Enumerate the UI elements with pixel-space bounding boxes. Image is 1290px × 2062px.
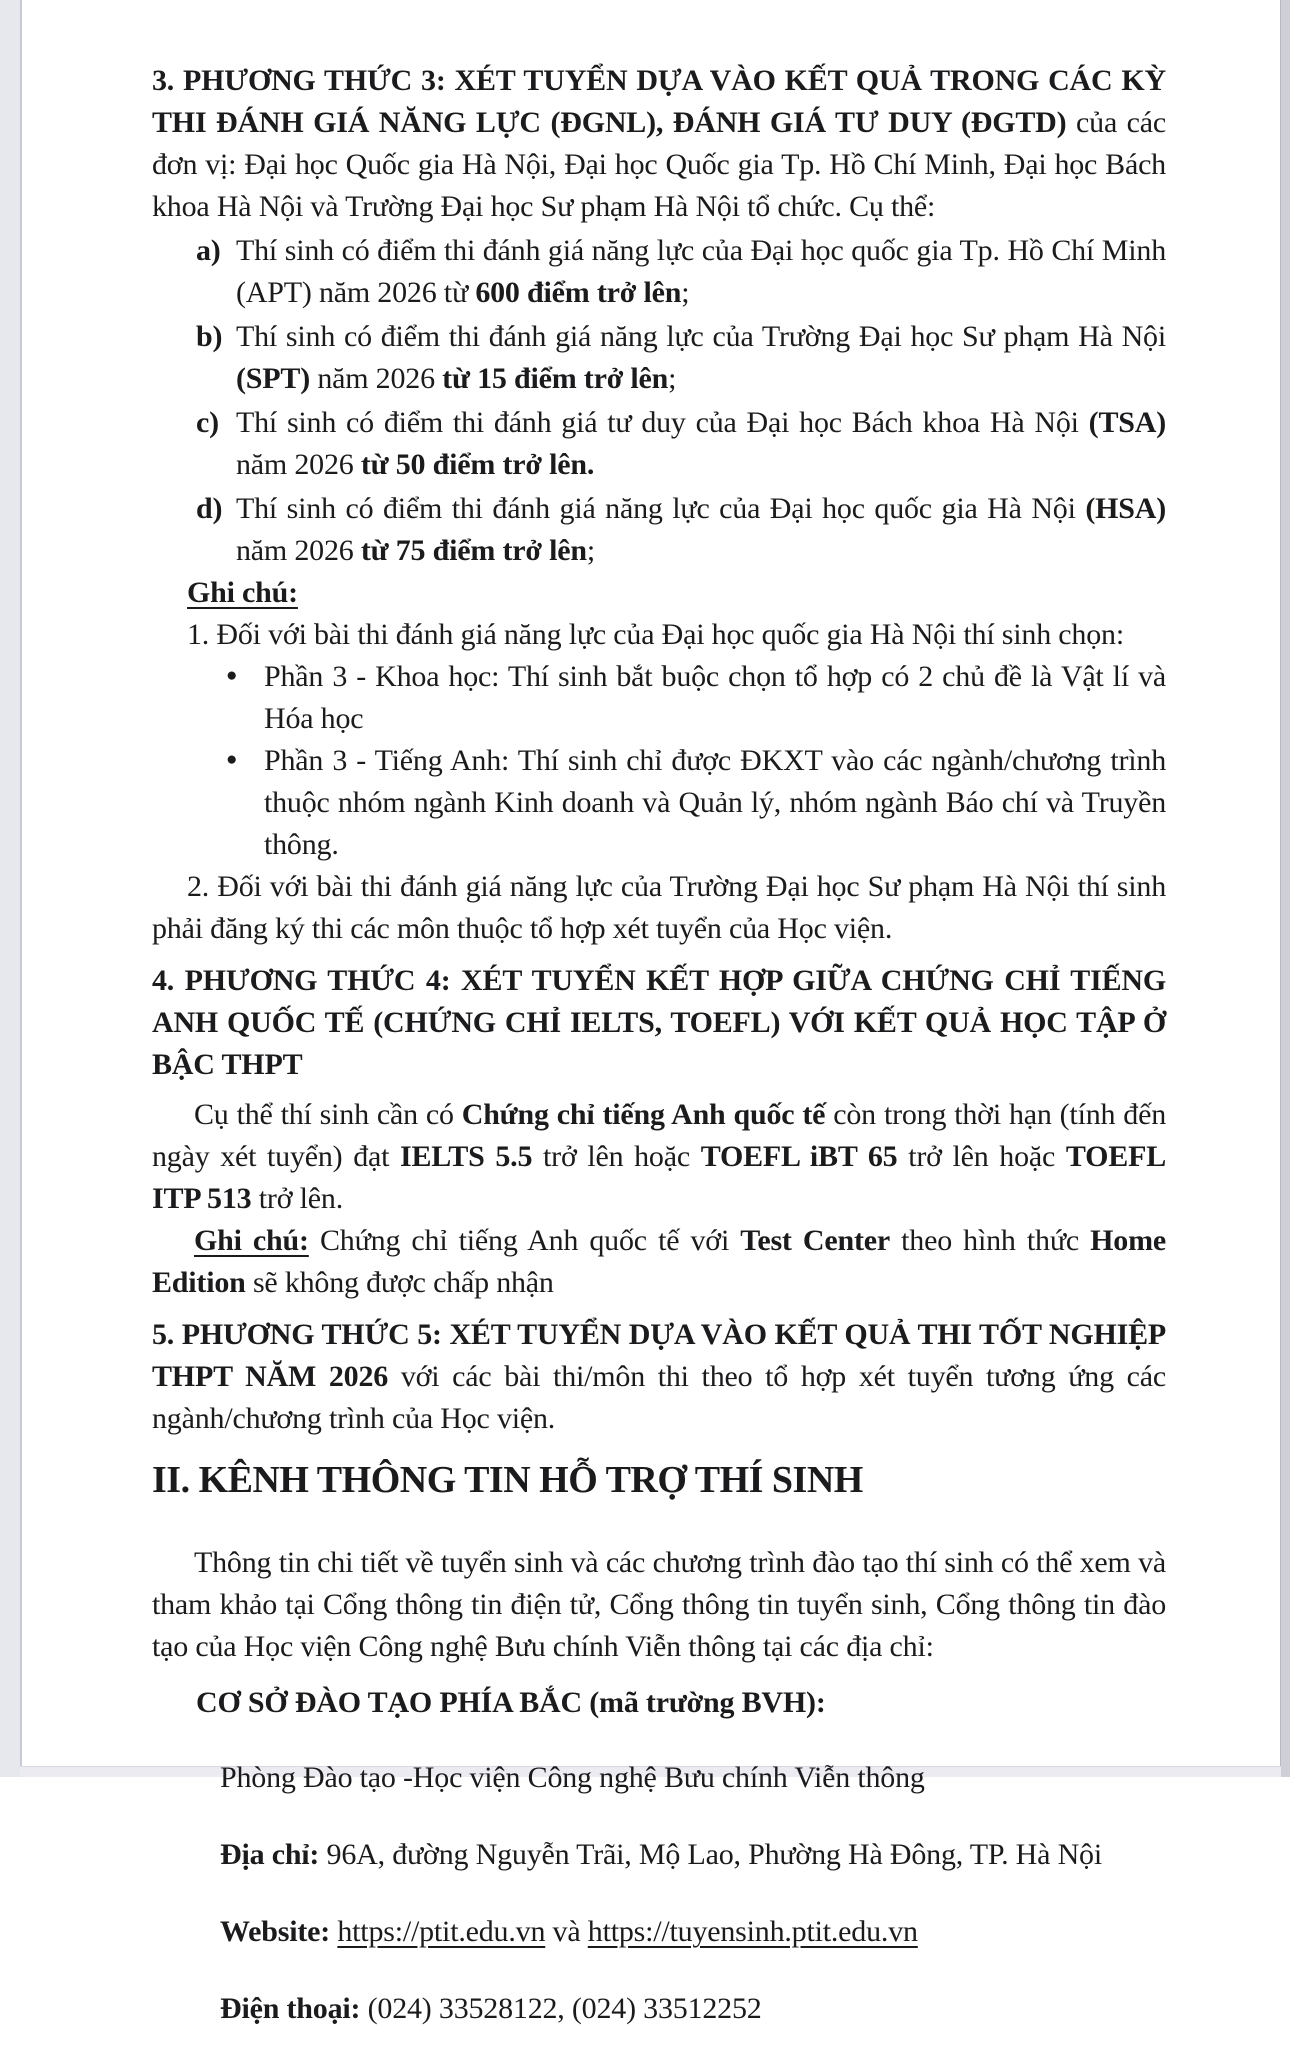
item-marker-a: a) bbox=[196, 234, 221, 267]
scan-edge-right bbox=[1280, 0, 1290, 1777]
phone-label: Điện thoại: bbox=[220, 1992, 361, 2025]
section3-note2: 2. Đối với bài thi đánh giá năng lực của Trường Đại học Sư phạm Hà Nội thí sinh phải đăng ký thi các môn thuộc tổ hợp xét tuyển của Học viện. bbox=[152, 870, 1166, 945]
s4-note-run: theo hình thức bbox=[889, 1224, 1091, 1257]
s4-run: trở lên hoặc bbox=[532, 1140, 701, 1173]
admission-item-d bbox=[152, 488, 1166, 572]
sectionII-intro: Thông tin chi tiết về tuyển sinh và các chương trình đào tạo thí sinh có thể xem và tham khảo tại Cổng thông tin điện tử, Cổng thông tin tuyển sinh, Cổng thông tin đào tạo của Học viện Công nghệ Bưu chính Viễn thông tại các địa chỉ: bbox=[152, 1546, 1166, 1663]
note-label: Ghi chú: bbox=[187, 576, 298, 609]
item-b-text: Thí sinh có điểm thi đánh giá năng lực của Trường Đại học Sư phạm Hà Nội bbox=[236, 320, 1166, 353]
admission-item-b bbox=[152, 316, 1166, 400]
website-separator: và bbox=[545, 1915, 588, 1948]
section3-heading-rest: của các đơn vị: Đại học Quốc gia Hà Nội, Đại học Quốc gia Tp. Hồ Chí Minh, Đại học Bách khoa Hà Nội và Trường Đại học Sư phạm Hà Nội tổ chức. Cụ thể: bbox=[152, 106, 1166, 223]
website-label: Website: bbox=[220, 1915, 331, 1948]
item-c-bold1: (TSA) bbox=[1088, 406, 1166, 439]
item-b-bold2: từ 15 điểm trở lên bbox=[442, 362, 669, 395]
section3-heading bbox=[152, 60, 1166, 228]
item-d-text: Thí sinh có điểm thi đánh giá năng lực của Đại học quốc gia Hà Nội bbox=[236, 492, 1086, 525]
admission-item-c bbox=[152, 402, 1166, 486]
item-c-bold2: từ 50 điểm trở lên. bbox=[360, 448, 595, 481]
s4-bold-run: TOEFL iBT 65 bbox=[700, 1140, 898, 1173]
bullet-text: Phần 3 - Khoa học: Thí sinh bắt buộc chọn tổ hợp có 2 chủ đề là Vật lí và Hóa học bbox=[264, 660, 1166, 735]
address-value: 96A, đường Nguyễn Trãi, Mộ Lao, Phường Hà Đông, TP. Hà Nội bbox=[319, 1838, 1102, 1871]
address-label: Địa chỉ: bbox=[220, 1838, 320, 1871]
s4-run: trở lên. bbox=[251, 1182, 344, 1215]
section4-heading: 4. PHƯƠNG THỨC 4: XÉT TUYỂN KẾT HỢP GIỮA CHỨNG CHỈ TIẾNG ANH QUỐC TẾ (CHỨNG CHỈ IELTS, TOEFL) VỚI KẾT QUẢ HỌC TẬP Ở BẬC THPT bbox=[152, 964, 1166, 1081]
bullet-text: Phần 3 - Tiếng Anh: Thí sinh chỉ được ĐKXT vào các ngành/chương trình thuộc nhóm ngành Kinh doanh và Quản lý, nhóm ngành Báo chí và Truyền thông. bbox=[264, 744, 1166, 861]
document-content bbox=[152, 60, 1166, 2062]
sectionII-heading: II. KÊNH THÔNG TIN HỖ TRỢ THÍ SINH bbox=[152, 1459, 863, 1501]
website-link-tuyensinh[interactable]: https://tuyensinh.ptit.edu.vn bbox=[587, 1915, 918, 1948]
scan-edge-left bbox=[0, 0, 22, 1777]
item-marker-b: b) bbox=[196, 320, 223, 353]
campus-north-dept: Phòng Đào tạo -Học viện Công nghệ Bưu chính Viễn thông bbox=[220, 1761, 925, 1794]
s4-note-run: sẽ không được chấp nhận bbox=[245, 1266, 554, 1299]
section3-note1: 1. Đối với bài thi đánh giá năng lực của Đại học quốc gia Hà Nội thí sinh chọn: bbox=[187, 618, 1124, 651]
s4-run: trở lên hoặc bbox=[897, 1140, 1066, 1173]
bullet-icon: ● bbox=[226, 749, 238, 770]
s4-note-bold-run: Test Center bbox=[740, 1224, 890, 1257]
list-item bbox=[152, 656, 1166, 740]
item-d-mid: năm 2026 bbox=[236, 534, 361, 567]
item-marker-c: c) bbox=[196, 406, 219, 439]
item-b-post: ; bbox=[668, 362, 677, 395]
campus-north-address bbox=[220, 1831, 1166, 1878]
section4-note bbox=[152, 1220, 1166, 1304]
item-a-bold1: 600 điểm trở lên bbox=[475, 276, 682, 309]
item-d-bold2: từ 75 điểm trở lên bbox=[360, 534, 587, 567]
campus-north-phone bbox=[220, 1985, 1166, 2032]
admission-item-a bbox=[152, 230, 1166, 314]
note-label: Ghi chú: bbox=[194, 1224, 309, 1257]
s4-run: Cụ thể thí sinh cần có bbox=[194, 1098, 462, 1131]
section3-note-heading bbox=[152, 572, 1166, 614]
item-c-mid: năm 2026 bbox=[236, 448, 361, 481]
campus-north-title: CƠ SỞ ĐÀO TẠO PHÍA BẮC (mã trường BVH): bbox=[196, 1686, 826, 1719]
section5-heading-bold: 5. PHƯƠNG THỨC 5: XÉT TUYỂN DỰA VÀO KẾT QUẢ THI TỐT NGHIỆP THPT NĂM 2026 bbox=[152, 1318, 1166, 1393]
item-a-post: ; bbox=[681, 276, 690, 309]
s4-bold-run: IELTS 5.5 bbox=[400, 1140, 533, 1173]
item-b-bold1: (SPT) bbox=[236, 362, 311, 395]
item-a-text: Thí sinh có điểm thi đánh giá năng lực của Đại học quốc gia Tp. Hồ Chí Minh (APT) năm 2026 từ bbox=[236, 234, 1166, 309]
section3-heading-bold: 3. PHƯƠNG THỨC 3: XÉT TUYỂN DỰA VÀO KẾT QUẢ TRONG CÁC KỲ THI ĐÁNH GIÁ NĂNG LỰC (ĐGNL), ĐÁNH GIÁ TƯ DUY (ĐGTD) bbox=[152, 64, 1166, 139]
item-c-text: Thí sinh có điểm thi đánh giá tư duy của Đại học Bách khoa Hà Nội bbox=[236, 406, 1089, 439]
list-item bbox=[152, 740, 1166, 866]
phone-value: (024) 33528122, (024) 33512252 bbox=[360, 1992, 762, 2025]
campus-north-website bbox=[220, 1908, 1166, 1955]
website-link-ptit[interactable]: https://ptit.edu.vn bbox=[337, 1915, 546, 1948]
s4-run: còn trong thời hạn (tính đến ngày xét tuyển) đạt bbox=[152, 1098, 1166, 1173]
s4-note-bold-run: Home Edition bbox=[152, 1224, 1167, 1299]
section5-heading-rest: với các bài thi/môn thi theo tổ hợp xét tuyển tương ứng các ngành/chương trình của Học viện. bbox=[152, 1360, 1166, 1435]
item-d-bold1: (HSA) bbox=[1085, 492, 1166, 525]
section5-heading bbox=[152, 1314, 1166, 1440]
item-b-mid: năm 2026 bbox=[310, 362, 443, 395]
s4-bold-run: TOEFL ITP 513 bbox=[152, 1140, 1167, 1215]
item-d-post: ; bbox=[586, 534, 595, 567]
bullet-icon: ● bbox=[226, 665, 238, 686]
section4-paragraph bbox=[152, 1094, 1166, 1220]
spacer bbox=[330, 1915, 337, 1948]
s4-note-run: Chứng chỉ tiếng Anh quốc tế với bbox=[308, 1224, 741, 1257]
s4-bold-run: Chứng chỉ tiếng Anh quốc tế bbox=[461, 1098, 826, 1131]
item-marker-d: d) bbox=[196, 492, 223, 525]
